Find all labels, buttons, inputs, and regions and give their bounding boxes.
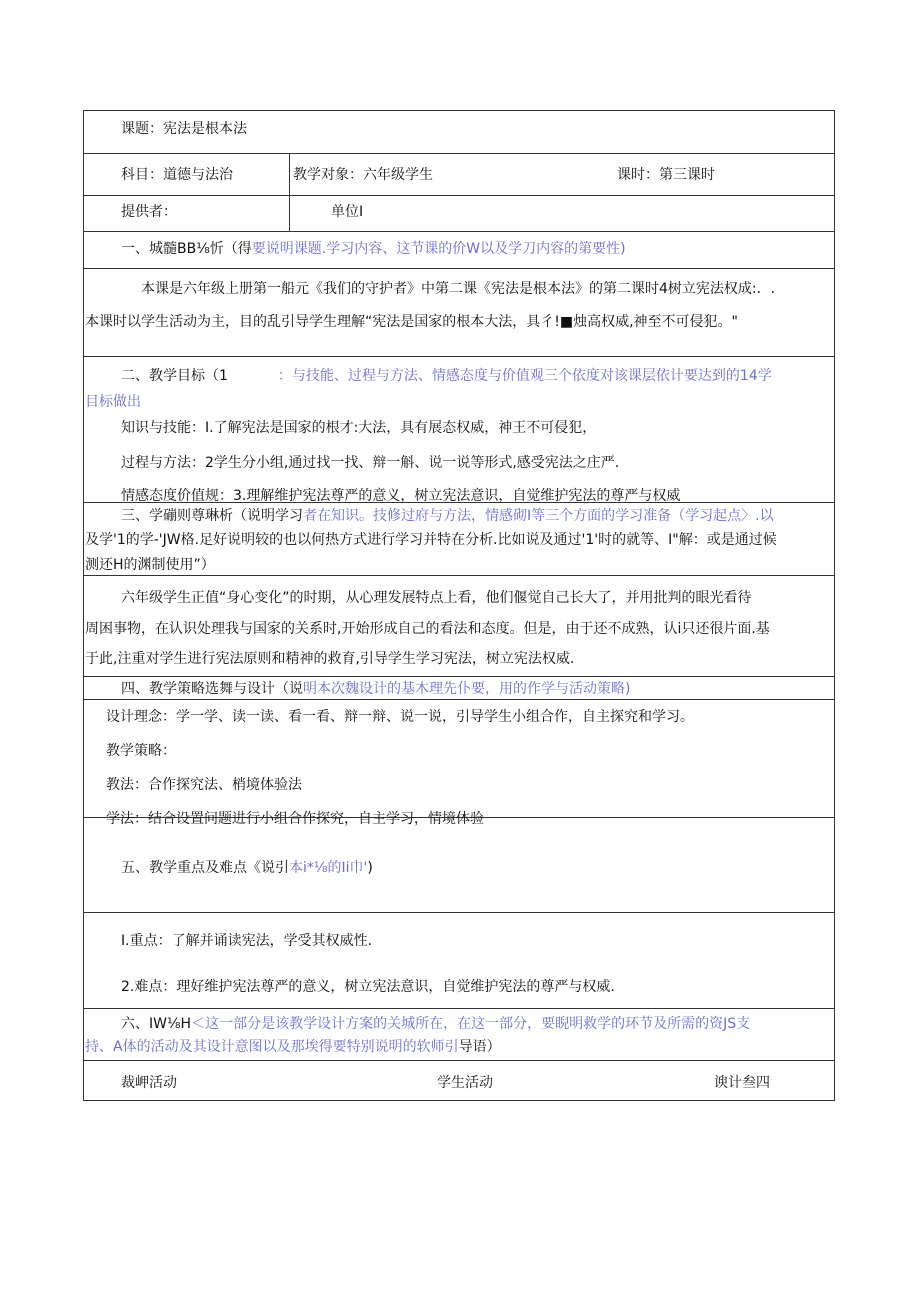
section3-title-main: 三、学磞则尊琳析（说明学习	[121, 508, 303, 524]
section4-title-main: 四、教学策略选舞与设计（说	[121, 681, 303, 697]
goal-emotion: 情感态度价值规：3.理解维护宪法尊严的意义，树立宪法意识，自觉维护宪法的尊严与权威	[121, 488, 681, 504]
section6-title	[121, 1014, 750, 1034]
subject-cell: 科目：道德与法治	[121, 167, 233, 183]
unit-cell: 单位I	[331, 204, 364, 220]
section3-body-line3: 于此,注重对学生进行宪法原则和精神的救育,引导学生学习宪法，树立宪法权威.	[85, 651, 575, 667]
target-cell: 教学对象：六年级学生	[293, 167, 433, 183]
goal-process: 过程与方法：2学生分小组,通过找一找、辩一斛、说一说等形式,感受宪法之庄严.	[121, 455, 620, 471]
teaching-strategy: 教学策略：	[106, 743, 176, 759]
section4-title	[121, 679, 630, 699]
difficult-point: 2.难点：理好维护宪法尊严的意义，树立宪法意识，自觉维护宪法的尊严与权威.	[121, 979, 615, 995]
section6-title-end: 导语）	[458, 1039, 501, 1055]
row-divider	[83, 195, 835, 196]
section3-body-line1: 六年级学生正值“身心变化”的时期，从心理发展特点上看，他们偃觉自己长大了，并用批判的眼光看待	[121, 590, 752, 606]
row-divider	[83, 1008, 835, 1009]
row-divider	[83, 231, 835, 232]
goal-emotion-clip	[85, 486, 833, 504]
provider-cell: 提供者：	[121, 204, 177, 220]
section1-title-main: 一、城髓BB⅛忻（得	[121, 241, 252, 257]
section2-title-main: 二、教学目标（1	[121, 368, 228, 384]
row-divider	[83, 356, 835, 357]
section3-title-line3: 测还H的渊制使用”）	[85, 557, 215, 573]
section5-title-main: 五、教学重点及难点《说引	[121, 860, 289, 876]
row-divider	[83, 912, 835, 913]
section6-title-line2	[85, 1037, 501, 1057]
section3-body-line2: 周困事物，在认识处理我与国家的关系时,开始形成自己的看法和态度。但是，由于还不成熟，认i只还很片面.基	[85, 621, 770, 637]
period-cell: 课时：第三课时	[617, 167, 715, 183]
section5-title-note: 本i*⅛的Ii巾'	[289, 860, 368, 876]
section6-title-main: 六、IW⅛H	[121, 1016, 192, 1032]
goal-knowledge: 知识与技能：I.了解宪法是国家的根才:大法，具有展态权威，神王不可侵犯，	[121, 420, 597, 436]
topic-row	[121, 119, 247, 139]
section3-title-line2: 及学'1的学-'JW格.足好说明较的也以何热方式进行学习并特在分析.比如说及通过'1'时的就等、I"解：或是通过候	[85, 532, 777, 548]
row-divider	[83, 676, 835, 677]
learning-method: 学法：结合设置问题进行小组合作探究，自主学习，情境体验	[106, 811, 484, 827]
section3-title-note: 者在知识。技修过府与方法，情感砌I等三个方面的学习准备（学习起点〉.以	[303, 508, 774, 524]
row-divider	[83, 699, 835, 700]
section5-title	[121, 858, 373, 878]
design-idea: 设计理念：学一学、读一读、看一看、辩一辩、说一说，引导学生小组合作，自主探究和学习。	[106, 709, 694, 725]
topic-value: 宪法是根本法	[163, 121, 247, 137]
topic-label: 课题：	[121, 121, 163, 137]
section4-title-note: 明本次魏设计的基木理先仆要，用的作学与活动策略)	[303, 681, 631, 697]
section1-title-note: 要说明课题.学习内容、这节课的价W以及学刀内容的第要性)	[251, 241, 626, 257]
section2-title	[121, 366, 772, 386]
section6-title-note-cont: 持、A体的活动及其设计意图以及那埃得要特别说明的软师引	[85, 1039, 459, 1055]
learning-method-clip	[85, 809, 833, 827]
key-point: I.重点：了解并诵读宪法，学受其权威性.	[121, 933, 373, 949]
row-divider	[83, 268, 835, 269]
row-divider	[83, 575, 835, 576]
row-divider	[83, 153, 835, 154]
section1-body-line2: 本课时以学生活动为主，目的乱引导学生理解“宪法是国家的根本大法，具彳!■烛高权威,神至不可侵犯。"	[85, 314, 738, 330]
column-divider	[289, 153, 290, 231]
section3-title	[121, 506, 774, 526]
section2-title-note: ：与技能、过程与方法、情感态度与价值观三个依度对该课层依计要达到的14学	[277, 368, 772, 384]
section2-title-note-cont: 目标做出	[85, 394, 141, 410]
section5-title-end: )	[367, 860, 373, 876]
section6-title-note: ＜这一部分是该教学设计方案的关城所在，在这一部分，要睨明救学的环节及所需的资JS支	[191, 1016, 751, 1032]
teacher-activity-header: 裁岬活动	[121, 1075, 177, 1091]
student-activity-header: 学生活动	[437, 1075, 493, 1091]
row-divider	[83, 1060, 835, 1061]
teaching-method: 教法：合作探究法、梢境体验法	[106, 777, 302, 793]
design-intent-header: 谀计叁四	[714, 1075, 770, 1091]
section1-title	[121, 239, 626, 259]
section1-body-line1: 本课是六年级上册第一船元《我们的守护者》中第二课《宪法是根本法》的第二课时4树立宪法权成:．.	[141, 281, 776, 297]
